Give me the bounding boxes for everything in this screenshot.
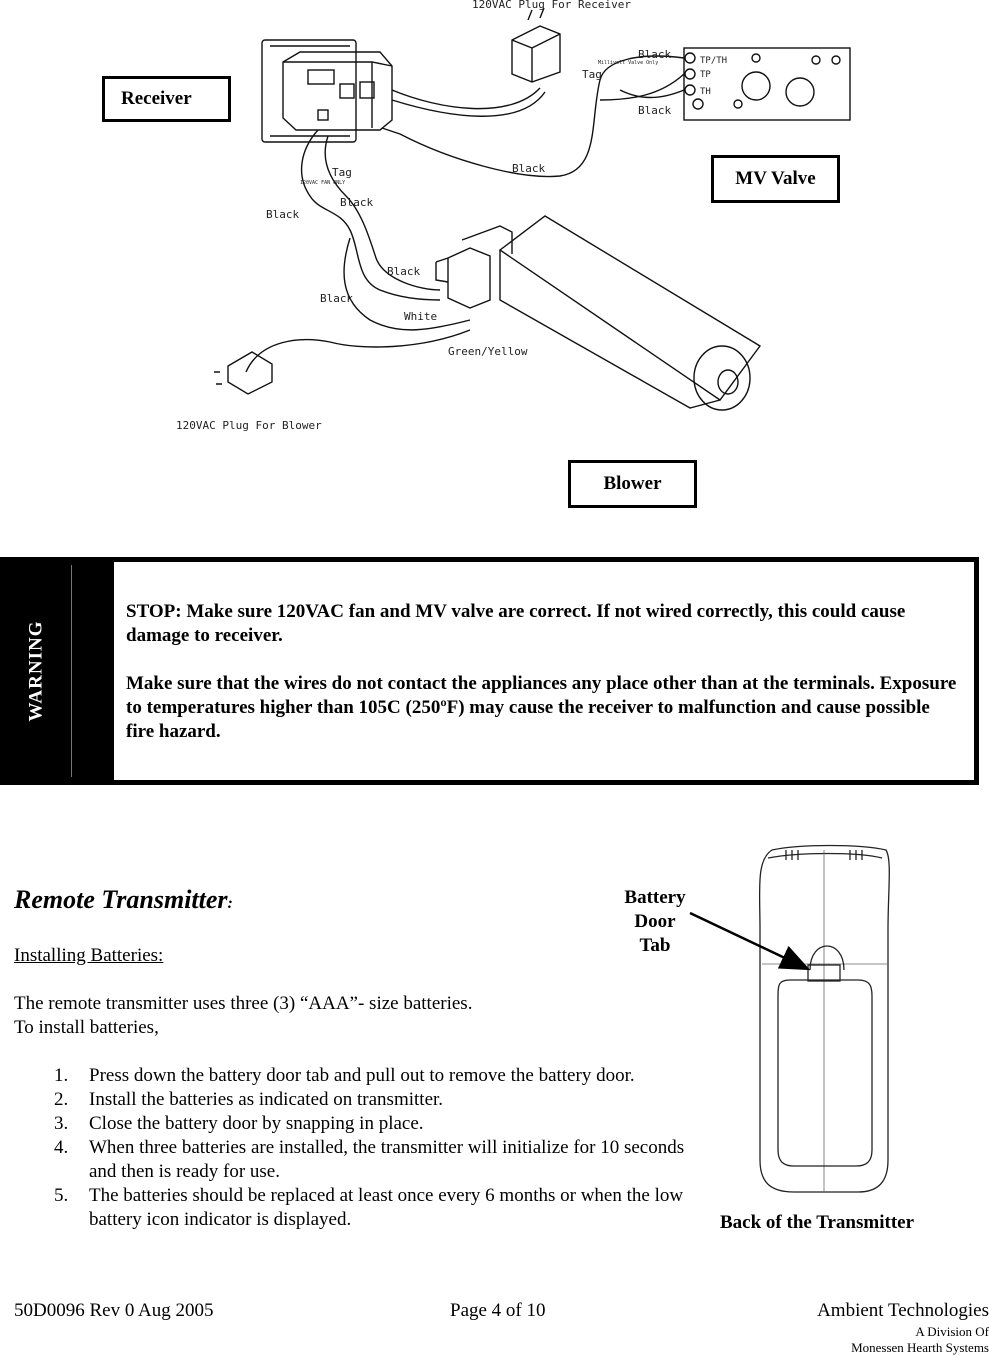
step-text: Close the battery door by snapping in place.: [89, 1113, 424, 1134]
wire-color-annotation: Black: [340, 196, 374, 209]
step-text: When three batteries are installed, the transmitter will initialize for 10 seconds and then is ready for use.: [89, 1137, 685, 1182]
step-text: Install the batteries as indicated on transmitter.: [89, 1089, 444, 1110]
wire-color-annotation: Black: [387, 265, 421, 278]
warning-paragraph: Make sure that the wires do not contact the appliances any place other than at the terminals. Exposure to temperatures higher than 105C (250ºF) may cause the receiver to malfunction and cause possible fire hazard.: [126, 673, 957, 742]
footer-division: A Division Of: [915, 1324, 989, 1339]
blower-plug-annotation: 120VAC Plug For Blower: [176, 419, 322, 432]
wire-color-annotation: Black: [266, 208, 300, 221]
callout-line: Battery: [624, 887, 686, 908]
step-number: 5.: [54, 1185, 69, 1206]
warning-body: [114, 562, 974, 780]
blower-label: Blower: [568, 460, 697, 508]
section-title-text: Remote Transmitter: [14, 885, 228, 914]
wire-color-annotation: Black: [320, 292, 354, 305]
step-number: 2.: [54, 1089, 69, 1110]
footer-page-number: Page 4 of 10: [450, 1300, 546, 1321]
wire-color-annotation: Black: [638, 104, 672, 117]
receiver-unit-drawing: [262, 40, 392, 142]
step-text: Press down the battery door tab and pull out to remove the battery door.: [89, 1065, 635, 1086]
footer-company: Ambient Technologies: [817, 1300, 989, 1321]
intro-line: To install batteries,: [14, 1017, 159, 1038]
blower-plug-drawing: [214, 352, 272, 394]
step-number: 1.: [54, 1065, 69, 1086]
wire-color-annotation: Black: [512, 162, 546, 175]
wire-color-annotation: Black: [638, 48, 672, 61]
terminal-label: TP/TH: [700, 56, 728, 66]
tag-annotation: Tag: [332, 166, 352, 179]
step-number: 3.: [54, 1113, 69, 1134]
footer-parent-company: Monessen Hearth Systems: [851, 1340, 989, 1355]
intro-line: The remote transmitter uses three (3) “AAA”- size batteries.: [14, 993, 473, 1014]
receiver-label: Receiver: [102, 76, 231, 122]
section-subtitle: Installing Batteries:: [14, 945, 164, 966]
wire-color-annotation: White: [404, 310, 438, 323]
section-title-colon: :: [227, 895, 233, 912]
step-text: The batteries should be replaced at least once every 6 months or when the low battery icon indicator is displayed.: [89, 1185, 684, 1230]
step-number: 4.: [54, 1137, 69, 1158]
tag-text: Millivolt Valve Only: [598, 60, 659, 66]
warning-side-label: [0, 557, 72, 785]
warning-paragraph: STOP: Make sure 120VAC fan and MV valve are correct. If not wired correctly, this could cause damage to receiver.: [126, 601, 906, 646]
callout-line: Door: [634, 911, 676, 932]
warning-box: [0, 557, 979, 785]
terminal-label: TH: [700, 87, 711, 97]
warning-divider: [71, 565, 72, 777]
tag-annotation: Tag: [582, 68, 602, 81]
callout-line: Tab: [639, 935, 671, 956]
terminal-label: TP: [700, 70, 711, 80]
wire-color-annotation: Green/Yellow: [448, 345, 528, 358]
receiver-plug-annotation: 120VAC Plug For Receiver: [472, 0, 631, 11]
transmitter-caption: Back of the Transmitter: [720, 1212, 915, 1233]
section-title: [14, 885, 233, 915]
blower-drawing: [436, 216, 760, 410]
warning-label-text: WARNING: [25, 620, 47, 722]
footer-doc-id: 50D0096 Rev 0 Aug 2005: [14, 1300, 214, 1321]
mv-valve-label: MV Valve: [711, 155, 840, 203]
receiver-plug-drawing: [512, 8, 560, 82]
tag-text: 120VAC FAN ONLY: [300, 180, 346, 186]
battery-door-callout: [614, 886, 696, 958]
